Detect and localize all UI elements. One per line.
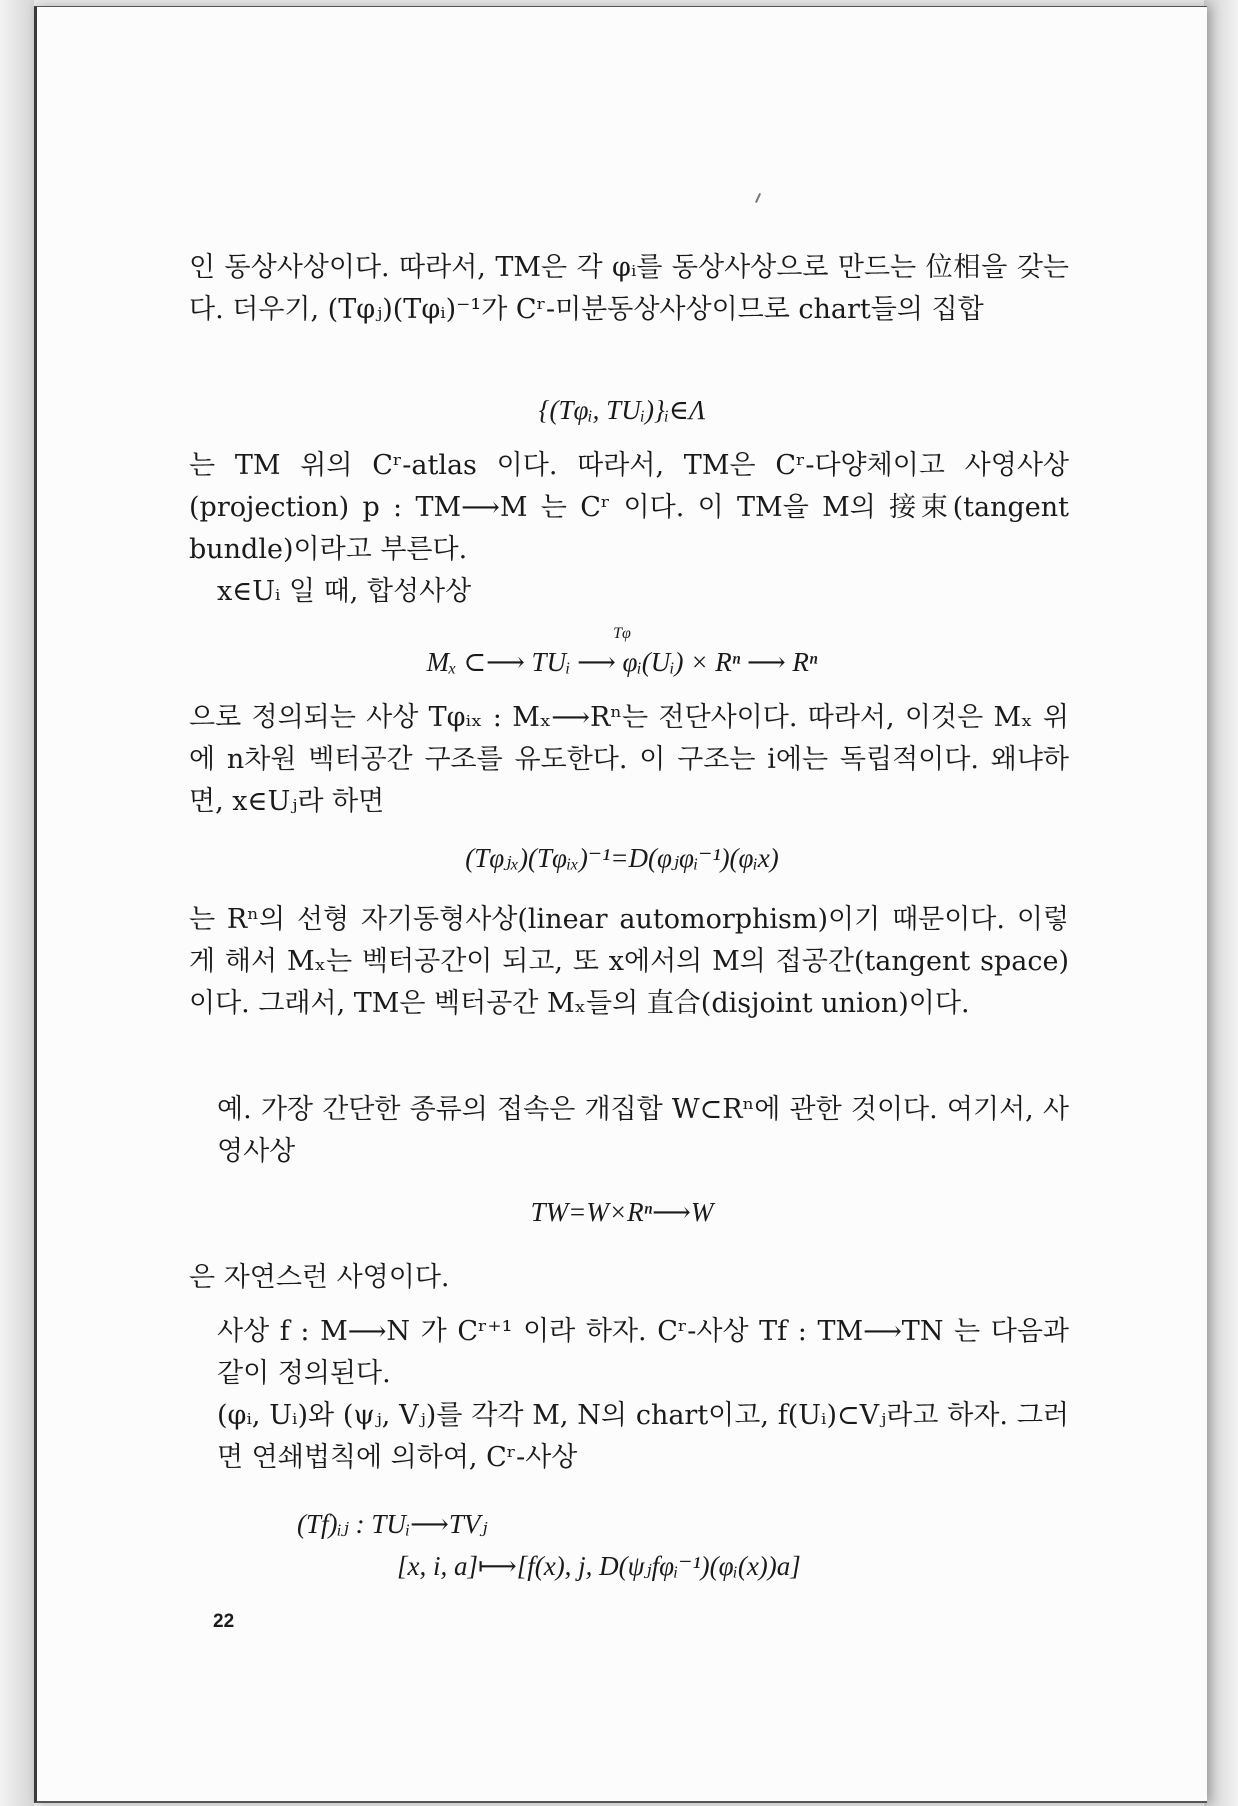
paragraph-8-block: [189, 1311, 1069, 1479]
paragraph-2: 는 TM 위의 Cʳ-atlas 이다. 따라서, TM은 Cʳ-다양체이고 사영사상 (projection) p : TM⟶M 는 Cʳ 이다. 이 TM을 M의 接束(tangent bundle)이라고 부른다.: [189, 450, 1069, 565]
right-background: [1204, 0, 1238, 1806]
equation-composite-label: Tφ: [613, 625, 631, 642]
paragraph-1-block: [189, 247, 1069, 331]
equation-tf-map: (Tf)ᵢⱼ : TUᵢ⟶TVⱼ: [297, 1509, 488, 1539]
paragraph-7-block: [189, 1257, 1069, 1299]
paragraph-7: 은 자연스런 사영이다.: [189, 1262, 450, 1293]
paragraph-6: 예. 가장 간단한 종류의 접속은 개집합 W⊂Rⁿ에 관한 것이다. 여기서, 사영사상: [217, 1094, 1069, 1167]
equation-tf-formula: [x, i, a]⟼[f(x), j, D(ψⱼfφᵢ⁻¹)(φᵢ(x))a]: [397, 1551, 801, 1581]
paragraph-5: 는 Rⁿ의 선형 자기동형사상(linear automorphism)이기 때문이다. 이렇게 해서 Mₓ는 벡터공간이 되고, 또 x에서의 M의 접공간(tangent space)이다. 그래서, TM은 벡터공간 Mₓ들의 直合(disjoint union)이다.: [189, 904, 1069, 1019]
paragraph-6-block: [189, 1089, 1069, 1173]
equation-transition: (Tφⱼₓ)(Tφᵢₓ)⁻¹=D(φⱼφᵢ⁻¹)(φᵢx): [465, 843, 779, 873]
paragraph-2-block: [189, 445, 1069, 613]
page-number: 22: [213, 1611, 235, 1632]
paragraph-4: 으로 정의되는 사상 Tφᵢₓ : Mₓ⟶Rⁿ는 전단사이다. 따라서, 이것은 Mₓ 위에 n차원 벡터공간 구조를 유도한다. 이 구조는 i에는 독립적이다. 왜냐하면, x∈Uⱼ라 하면: [189, 702, 1069, 817]
paragraph-8: 사상 f : M⟶N 가 Cʳ⁺¹ 이라 하자. Cʳ-사상 Tf : TM⟶TN 는 다음과 같이 정의된다.: [217, 1316, 1069, 1389]
left-background: [0, 0, 34, 1806]
equation-composite: Mₓ ⊂⟶ TUᵢ ⟶ φᵢ(Uᵢ) × Rⁿ ⟶ Rⁿ: [426, 647, 818, 677]
paragraph-9: (φᵢ, Uᵢ)와 (ψⱼ, Vⱼ)를 각각 M, N의 chart이고, f(Uᵢ)⊂Vⱼ라고 하자. 그러면 연쇄법칙에 의하여, Cʳ-사상: [217, 1400, 1069, 1473]
equation-tw: TW=W×Rⁿ⟶W: [530, 1197, 714, 1227]
paragraph-1: 인 동상사상이다. 따라서, TM은 각 φᵢ를 동상사상으로 만드는 位相을 갖는다. 더우기, (Tφⱼ)(Tφᵢ)⁻¹가 Cʳ-미분동상사상이므로 chart들의 집합: [189, 252, 1069, 325]
paragraph-3: x∈Uᵢ 일 때, 합성사상: [217, 576, 472, 607]
paragraph-4-block: [189, 697, 1069, 823]
equation-atlas: {(Tφᵢ, TUᵢ)}ᵢ∈Λ: [538, 395, 706, 425]
book-page: [34, 6, 1207, 1803]
stray-mark: [755, 193, 761, 203]
paragraph-5-block: [189, 899, 1069, 1025]
